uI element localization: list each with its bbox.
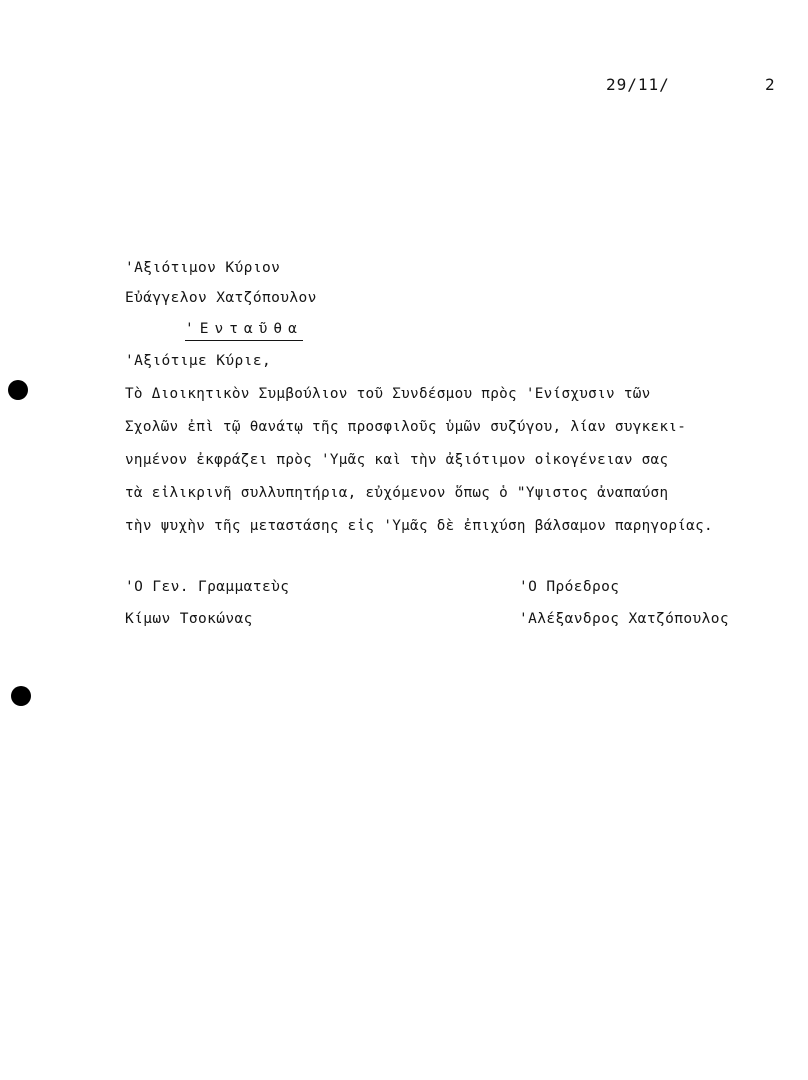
punch-hole-top	[8, 380, 28, 400]
punch-hole-bottom	[11, 686, 31, 706]
body-line: τὴν ψυχὴν τῆς μεταστάσης εἰς 'Υμᾶς δὲ ἐπιχύση βάλσαμον παρηγορίας.	[125, 518, 713, 534]
body-line: τὰ εἰλικρινῆ συλλυπητήρια, εὐχόμενον ὅπως ὁ "Υψιστος ἀναπαύση	[125, 485, 669, 501]
recipient-location: 'Ενταῦθα	[185, 320, 303, 341]
recipient-honorific: 'Αξιότιμον Κύριον	[125, 260, 281, 276]
secretary-name: Κίμων Τσοκώνας	[125, 611, 253, 627]
body-line: Σχολῶν ἐπὶ τῷ θανάτῳ τῆς προσφιλοῦς ὑμῶν συζύγου, λίαν συγκεκι-	[125, 419, 687, 435]
salutation: 'Αξιότιμε Κύριε,	[125, 353, 272, 369]
secretary-title: 'Ο Γεν. Γραμματεὺς	[125, 579, 290, 595]
body-line: νημένον ἐκφράζει πρὸς 'Υμᾶς καὶ τὴν ἀξιότιμον οἰκογένειαν σας	[125, 452, 669, 468]
letter-date: 29/11/	[606, 75, 670, 94]
president-name: 'Αλέξανδρος Χατζόπουλος	[519, 611, 729, 627]
page-number: 2	[765, 75, 776, 94]
recipient-name: Εὐάγγελον Χατζόπουλον	[125, 290, 317, 306]
body-line: Τὸ Διοικητικὸν Συμβούλιον τοῦ Συνδέσμου πρὸς 'Ενίσχυσιν τῶν	[125, 386, 651, 402]
president-title: 'Ο Πρόεδρος	[519, 579, 620, 595]
